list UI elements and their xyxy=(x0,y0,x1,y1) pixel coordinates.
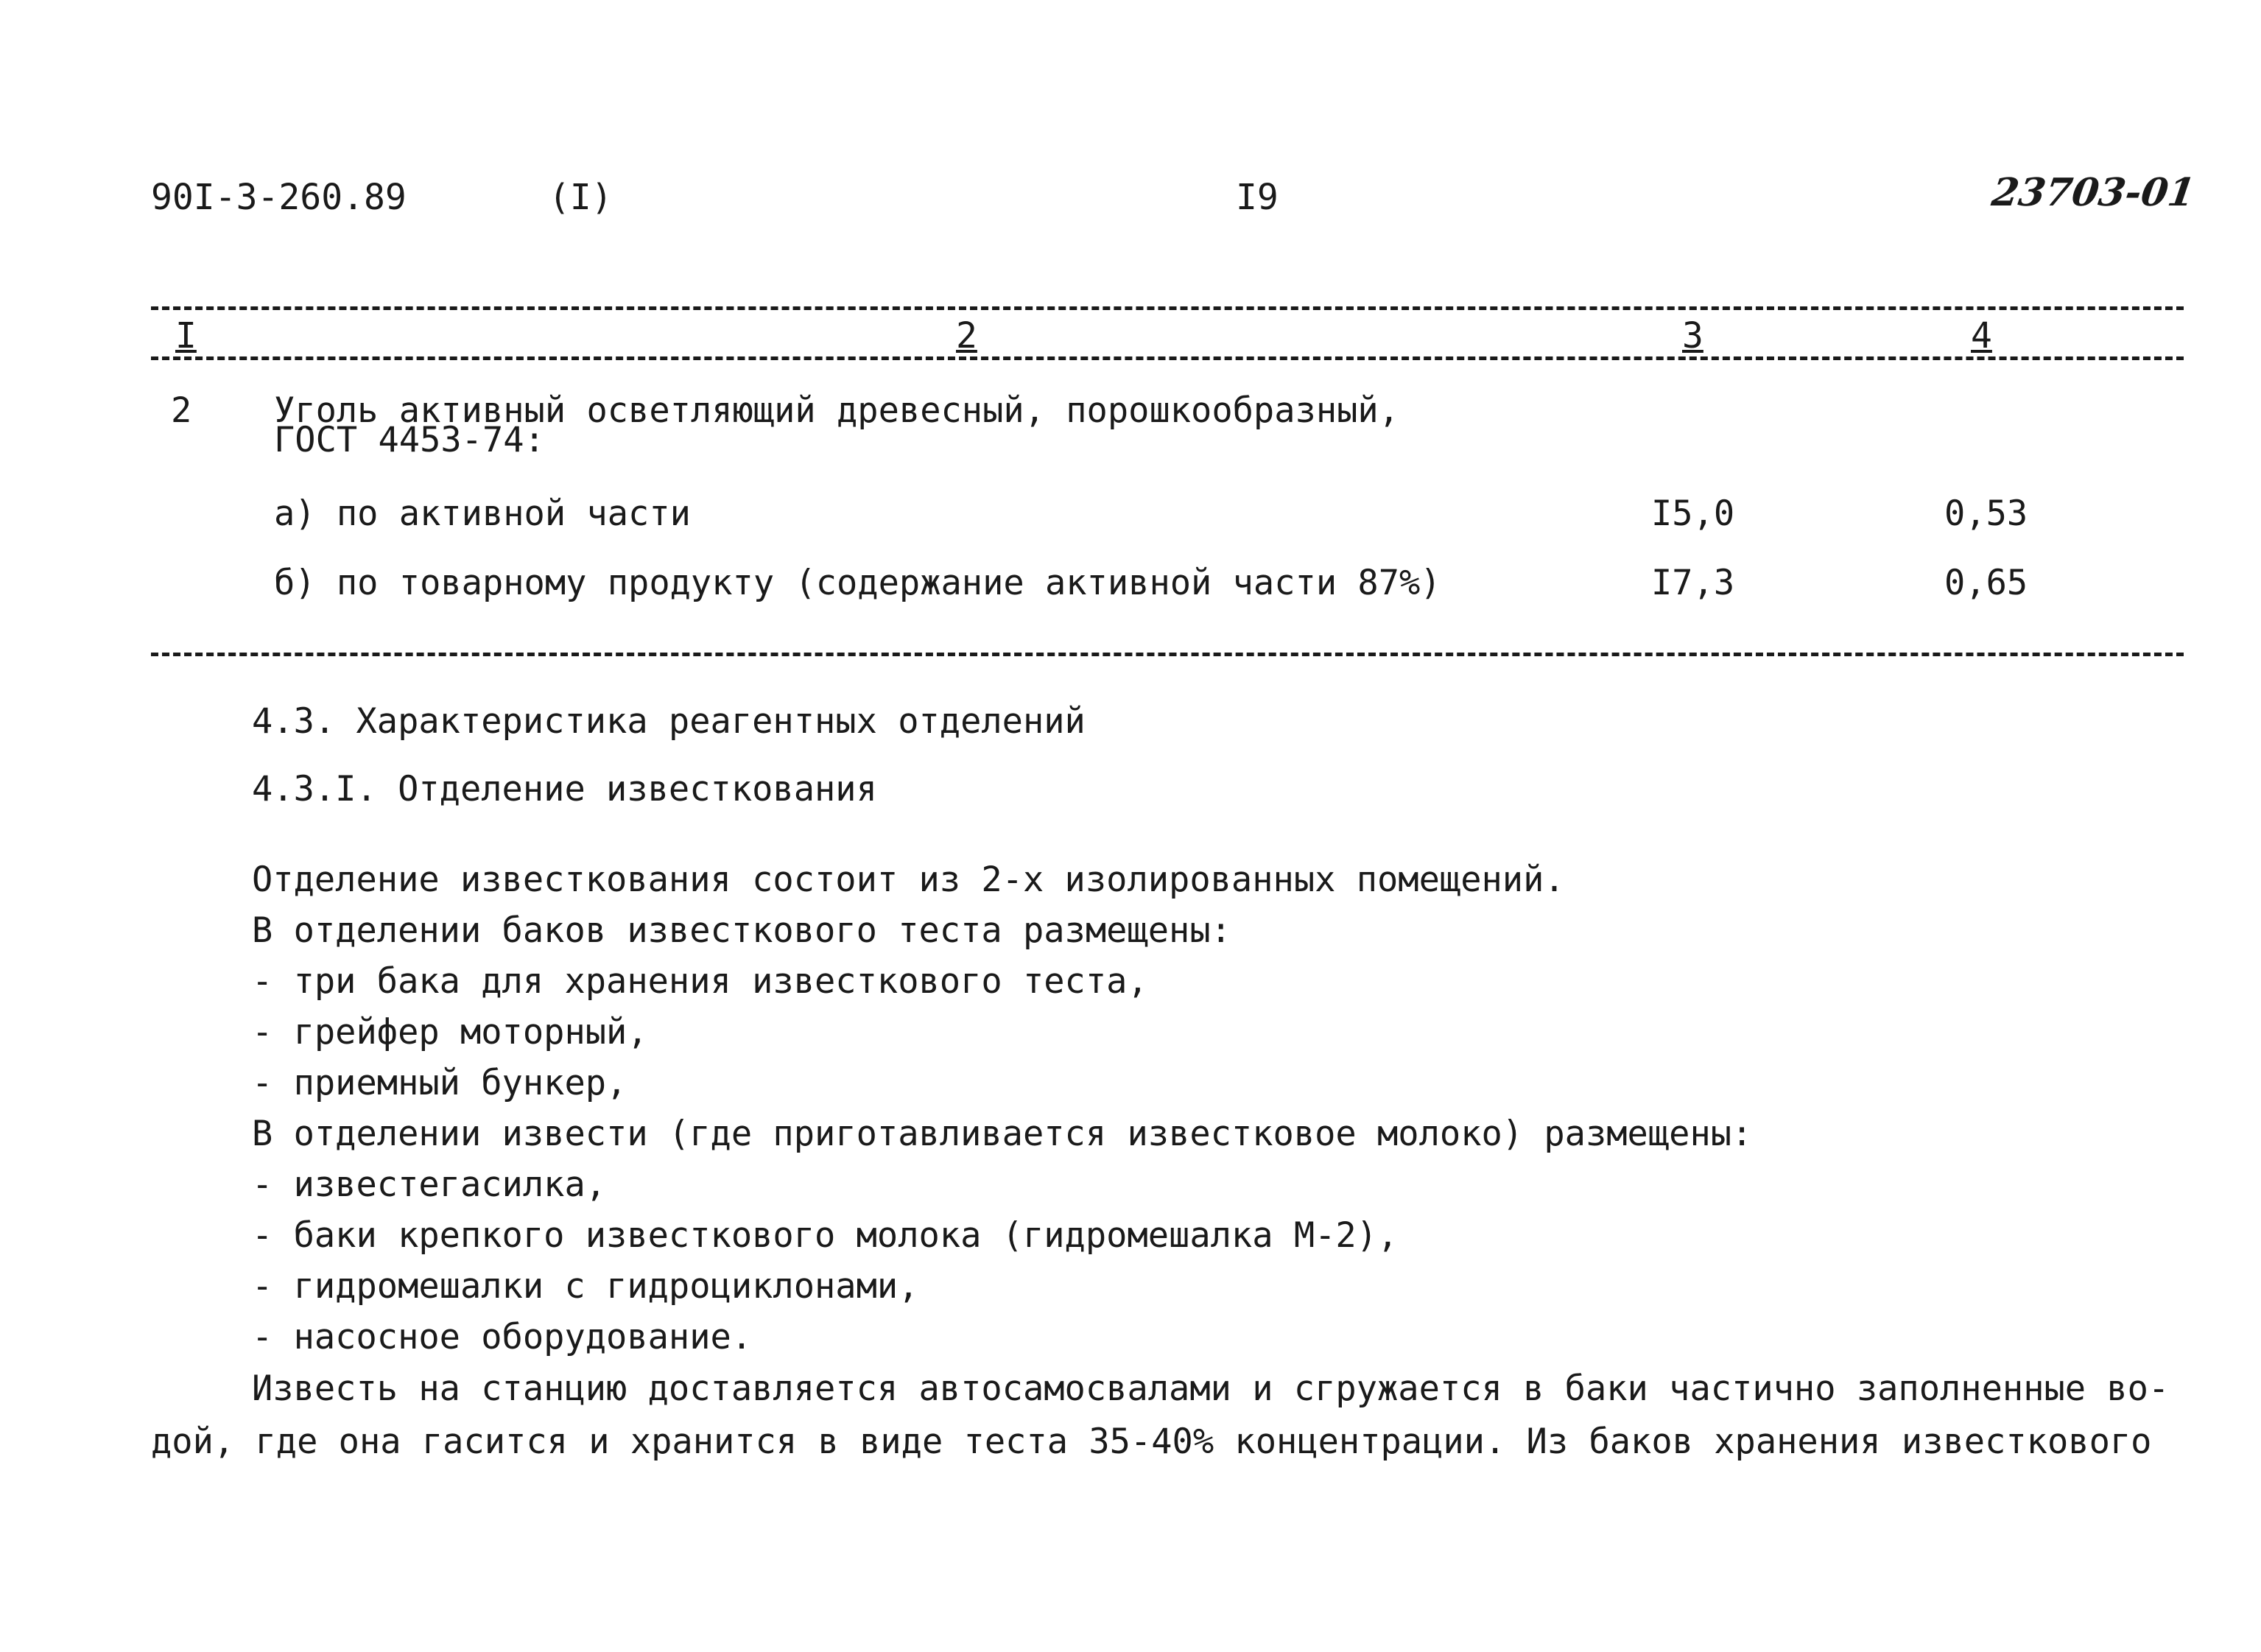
list-item: - грейфер моторный, xyxy=(252,1012,648,1052)
column-number-3: 3 xyxy=(1678,315,1708,356)
list-item: - баки крепкого известкового молока (гидромешалка М-2), xyxy=(252,1215,1399,1256)
document-code: 90I-3-260.89 xyxy=(151,177,407,218)
paragraph-line-1: Известь на станцию доставляется автосамосвалами и сгружается в баки частично заполненные во- xyxy=(252,1368,2170,1409)
sub-row-b-label: б) по товарному продукту (содержание активной части 87%) xyxy=(274,563,1441,603)
section-marker: (I) xyxy=(549,177,613,218)
list-item: - насосное оборудование. xyxy=(252,1317,753,1357)
paragraph xyxy=(151,1363,2184,1469)
column-number-2: 2 xyxy=(952,315,982,356)
sub-row-a-label: а) по активной части xyxy=(274,493,691,534)
table-row-number: 2 xyxy=(171,390,192,431)
page-number: I9 xyxy=(1236,177,1279,218)
table-header-rule xyxy=(151,356,2184,360)
list-item: - известегасилка, xyxy=(252,1164,607,1205)
table-row-name-line2: ГОСТ 4453-74: xyxy=(274,420,545,460)
column-number-4: 4 xyxy=(1966,315,1997,356)
table-bottom-rule xyxy=(151,653,2184,656)
list-item: - три бака для хранения известкового теста, xyxy=(252,961,1148,1002)
paragraph-line-2: дой, где она гасится и хранится в виде теста 35-40% концентрации. Из баков хранения известкового xyxy=(151,1421,2152,1462)
sub-row-a-col3: I5,0 xyxy=(1651,493,1735,534)
table-row-name-line1: Уголь активный осветляющий древесный, порошкообразный, xyxy=(274,390,1400,431)
body-line: Отделение известкования состоит из 2-х изолированных помещений. xyxy=(252,860,1565,900)
sub-row-a-col4: 0,53 xyxy=(1944,493,2028,534)
body-text xyxy=(252,854,1752,1363)
list-item: - приемный бункер, xyxy=(252,1063,627,1103)
column-number-1: I xyxy=(171,315,201,356)
list-item: - гидромешалки с гидроциклонами, xyxy=(252,1266,919,1307)
subsection-heading: 4.3.I. Отделение известкования xyxy=(252,769,877,809)
inventory-number: 23703-01 xyxy=(1989,170,2198,215)
body-line: В отделении извести (где приготавливается известковое молоко) размещены: xyxy=(252,1114,1753,1154)
sub-row-b-col4: 0,65 xyxy=(1944,563,2028,603)
table-top-rule xyxy=(151,306,2184,310)
body-line: В отделении баков известкового теста размещены: xyxy=(252,910,1231,951)
sub-row-b-col3: I7,3 xyxy=(1651,563,1735,603)
section-heading: 4.3. Характеристика реагентных отделений xyxy=(252,701,1086,742)
